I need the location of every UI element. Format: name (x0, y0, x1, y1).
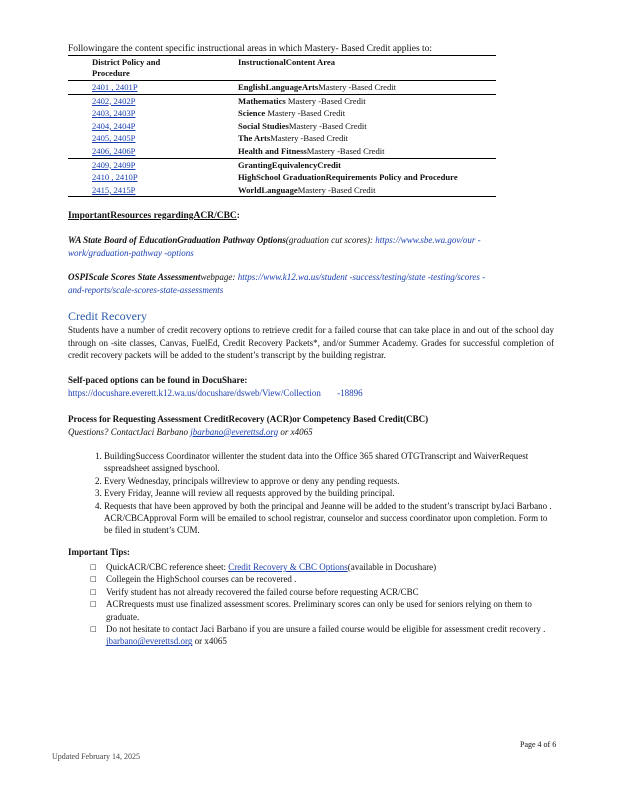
table-row (68, 120, 496, 133)
table-row (68, 158, 496, 171)
policy-table (68, 55, 496, 197)
table-row (68, 184, 496, 197)
questions-text: Questions? ContactJaci Barbano (68, 426, 191, 437)
table-row (68, 107, 496, 120)
tip-text: Verify student has not already recovered the failed course before requesting ACR/CBC (106, 586, 419, 597)
content-area-name: EnglishLanguageArts (238, 82, 319, 92)
content-area-cell (230, 145, 496, 158)
checkbox-bullet-icon: □ (90, 563, 97, 571)
checkbox-bullet-icon: □ (90, 587, 97, 596)
ospi-link[interactable]: https://www.k12.wa.us/student -success/testing/state -testing/scores - (237, 272, 486, 282)
credit-recovery-heading: Credit Recovery (68, 309, 147, 323)
policy-link[interactable]: 2405, 2405P (92, 133, 136, 144)
policy-cell (68, 107, 230, 120)
list-item (90, 623, 555, 648)
policy-cell (68, 120, 230, 133)
content-area-name: Health and Fitness (238, 145, 307, 156)
process-heading: Process for Requesting Assessment CreditRecovery (ACR)or Competency Based Credit(CBC) (68, 414, 429, 424)
content-area-cell (230, 94, 496, 107)
table-row (68, 171, 496, 184)
content-area-suffix: Mastery -Based Credit (318, 82, 397, 92)
ospi-resource: OSPIScale Scores State Assessmentwebpage: https://www.k12.wa.us/student -success/testing/state -testing/scores - and-reports/scale-scores-state-assessments (68, 272, 486, 295)
policy-cell (68, 171, 230, 184)
content-area-suffix: Mastery -Based Credit (288, 120, 367, 131)
list-item: 1. BuildingSuccess Coordinator willenter the student data into the Office 365 shared OTGTranscript and WaiverRequest sspreadsheet assigned byschool. (104, 450, 554, 475)
tip-text: Do not hesitate to contact Jaci Barbano if you are unsure a failed course would be eligible for assessment credit recovery . (106, 624, 546, 635)
content-area-cell (230, 107, 496, 120)
self-paced-block (68, 374, 554, 399)
policy-cell (68, 184, 230, 197)
tip-text-after: or x4065 (192, 636, 227, 647)
policy-link[interactable]: 2403, 2403P (92, 108, 136, 119)
tip-text: Collegein the HighSchool courses can be recovered . (106, 574, 297, 585)
sbe-link-cont[interactable]: work/graduation-pathway -options (68, 247, 194, 258)
table-row (68, 145, 496, 158)
tip-text: ACRrequests must use finalized assessment scores. Preliminary scores can only be used for seniors relying on them to graduate. (106, 599, 532, 622)
policy-link[interactable]: 2401 , 2401P (92, 82, 138, 92)
ospi-link-cont[interactable]: and-reports/scale-scores-state-assessments (68, 284, 224, 295)
sbe-resource: WA State Board of EducationGraduation Pathway Options(graduation cut scores): https://www.sbe.wa.gov/our - work/graduation-pathway -options (68, 235, 481, 258)
policy-cell (68, 94, 230, 107)
content-area-cell (230, 158, 496, 171)
policy-cell (68, 132, 230, 145)
tips-heading: Important Tips: (68, 547, 130, 557)
tip-text-after: (available in Docushare) (347, 562, 437, 572)
content-area-cell (230, 171, 496, 184)
list-item (90, 561, 555, 573)
policy-link[interactable]: 2406, 2406P (92, 145, 136, 156)
updated-date: Updated February 14, 2025 (52, 752, 140, 761)
content-area-name: WorldLanguage (238, 184, 298, 195)
resources-heading: ImportantResources regardingACR/CBC: (68, 211, 240, 221)
table-row (68, 132, 496, 145)
self-paced-heading: Self-paced options can be found in DocuShare: (68, 375, 248, 385)
policy-cell (68, 145, 230, 158)
content-area-name: Social Studies (238, 120, 289, 131)
policy-cell (68, 158, 230, 171)
table-row (68, 94, 496, 107)
checkbox-bullet-icon: □ (90, 600, 97, 609)
intro-text: Followingare the content specific instructional areas in which Mastery- Based Credit applies to: (68, 44, 433, 54)
tip-link[interactable]: Credit Recovery & CBC Options (228, 562, 348, 572)
list-item: 2. Every Wednesday, principals willreview to approve or deny any pending requests. (104, 475, 554, 487)
list-item: 4. Requests that have been approved by both the principal and Jeanne will be added to the student’s transcript byJaci Barbano . ACR/CBCApproval Form will be emailed to school registrar, counselor and success coordinator upon completion. Form to be filed in student’s CUM. (104, 500, 554, 537)
content-area-name: Science (238, 108, 266, 119)
col-header-content-area: InstructionalContent Area (230, 56, 496, 81)
content-area-name: The Arts (238, 133, 271, 144)
docushare-id: -18896 (337, 387, 363, 398)
content-area-cell (230, 132, 496, 145)
content-area-suffix: Mastery -Based Credit (285, 95, 366, 106)
content-area-cell (230, 184, 496, 197)
checkbox-bullet-icon: □ (90, 625, 97, 634)
list-item (90, 598, 555, 623)
content-area-suffix: Mastery -Based Credit (265, 108, 346, 119)
policy-cell (68, 81, 230, 95)
contact-email-link[interactable]: jbarbano@everettsd.org (190, 426, 279, 437)
credit-recovery-body: Students have a number of credit recovery options to retrieve credit for a failed course that can take place in and out of the school day through on -site classes, Canvas, FuelEd, Credit Recovery Packets*, and/or Summer Academy. Grades for successful completion of credit recovery packets will be added to the student’s transcript by the building registrar. (68, 325, 554, 360)
content-area-name: Mathematics (238, 95, 286, 106)
tip-link[interactable]: jbarbano@everettsd.org (106, 636, 193, 647)
docushare-link[interactable]: https://docushare.everett.k12.wa.us/docushare/dsweb/View/Collection (68, 387, 321, 398)
content-area-cell (230, 81, 496, 95)
policy-link[interactable]: 2415, 2415P (92, 184, 136, 195)
process-block: Process for Requesting Assessment CreditRecovery (ACR)or Competency Based Credit(CBC) Questions? ContactJaci Barbano jbarbano@everettsd.org or x4065 (68, 414, 429, 437)
policy-link[interactable]: 2410 , 2410P (92, 172, 138, 183)
tip-text: QuickACR/CBC reference sheet: (106, 562, 229, 572)
content-area-name: HighSchool GraduationRequirements Policy and Procedure (238, 172, 458, 183)
list-item: 3. Every Friday, Jeanne will review all requests approved by the building principal. (104, 487, 554, 499)
page-number: Page 4 of 6 (520, 740, 557, 749)
content-area-suffix: Mastery -Based Credit (306, 145, 385, 156)
policy-link[interactable]: 2409, 2409P (92, 159, 136, 170)
content-area-name: GrantingEquivalencyCredit (238, 159, 341, 170)
policy-link[interactable]: 2404, 2404P (92, 120, 136, 131)
list-item (90, 573, 555, 585)
policy-link[interactable]: 2402, 2402P (92, 95, 136, 106)
table-row (68, 81, 496, 95)
content-area-suffix: Mastery -Based Credit (270, 133, 349, 144)
checkbox-bullet-icon: □ (90, 575, 97, 584)
col-header-policy: District Policy and Procedure (68, 56, 230, 81)
content-area-cell (230, 120, 496, 133)
process-steps (88, 450, 554, 537)
sbe-link[interactable]: https://www.sbe.wa.gov/our - (375, 235, 481, 245)
tips-list (90, 561, 555, 648)
content-area-suffix: Mastery -Based Credit (297, 184, 376, 195)
table-header-row (68, 56, 496, 81)
list-item (90, 586, 555, 598)
